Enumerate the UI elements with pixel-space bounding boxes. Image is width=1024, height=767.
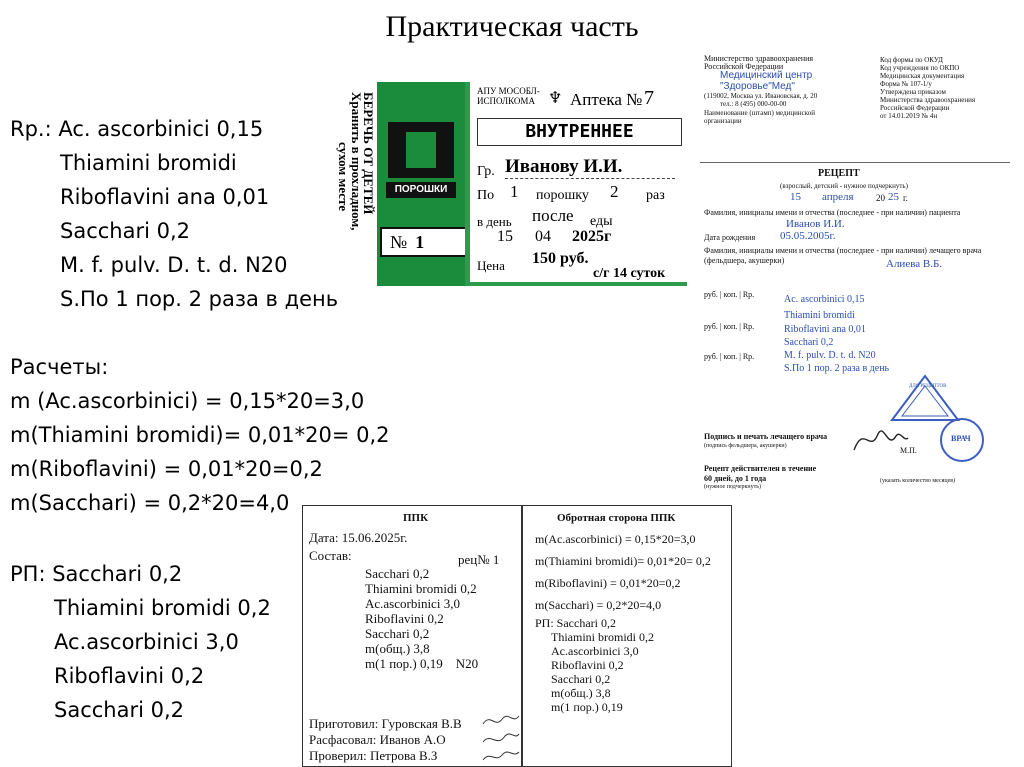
label-when: после <box>532 206 574 225</box>
ppk-back-rp: Thiamini bromidi 0,2 <box>551 630 654 644</box>
label-po-value: 1 <box>510 182 519 201</box>
ppk-front-item: m(общ.) 3,8 <box>365 641 430 656</box>
form-org-addr: (119002, Москва ул. Ивановская, д. 20 <box>704 92 818 100</box>
label-portion: порошку <box>536 188 589 203</box>
ppk-back-rp: Ac.ascorbinici 3,0 <box>551 644 639 658</box>
label-side-line: Хранить в прохладном, <box>349 92 364 231</box>
form-org-label: Наименование (штамп) медицинской организации <box>704 109 815 125</box>
label-times: раз <box>646 188 665 203</box>
form-date-year-prefix: 20 <box>876 193 885 203</box>
rx-line: Thiamini bromidi <box>60 151 237 175</box>
ppk-front-sheet <box>302 505 522 767</box>
label-num-value: 1 <box>415 232 425 252</box>
form-patient-label: Фамилия, инициалы имени и отчества (последнее - при наличии) пациента <box>704 208 961 217</box>
form-date-year: 25 <box>888 191 899 203</box>
form-doctor: Алиева В.Б. <box>886 258 943 270</box>
form-divider <box>700 162 1010 163</box>
form-date-suffix: г. <box>903 193 908 203</box>
label-org: АПУ МОСОБЛ- ИСПОЛКОМА <box>477 86 540 106</box>
slide-title: Практическая часть <box>385 10 639 43</box>
ppk-front-check: Проверил: Петрова В.З <box>309 748 438 763</box>
form-rx-line: Sacchari 0,2 <box>784 337 834 348</box>
form-okud: Российской Федерации <box>880 104 950 112</box>
label-patient: Иванову И.И. <box>505 156 675 179</box>
form-valid-4: (указать количество месяцев) <box>880 478 956 484</box>
round-stamp-text: ВРАЧ <box>951 434 971 443</box>
powder-pictogram-icon <box>388 122 454 178</box>
ppk-front-prep: Приготовил: Гуровская В.В <box>309 716 462 731</box>
label-side-line: БЕРЕЧЬ ОТ ДЕТЕЙ <box>361 92 376 215</box>
label-price-label: Цена <box>477 258 505 273</box>
form-mp: М.П. <box>900 446 917 455</box>
rx-line: Riboflavini ana 0,01 <box>60 185 270 209</box>
rp-block <box>10 557 271 727</box>
rx-line: Rp.: Ac. ascorbinici 0,15 <box>10 117 264 141</box>
pharmacy-label <box>336 82 690 286</box>
ppk-front-title: ППК <box>403 512 429 524</box>
form-clinic-name: "Здоровье"Мед" <box>720 81 795 92</box>
form-rx-line: S.По 1 пор. 2 раза в день <box>784 363 890 374</box>
rp-line: Ac.ascorbinici 3,0 <box>54 630 239 654</box>
form-patient: Иванов И.И. <box>786 218 845 230</box>
form-rx-line: Riboflavini ana 0,01 <box>784 324 866 335</box>
form-okud: Код учреждения по ОКПО <box>880 64 960 72</box>
label-shelf: с/г 14 суток <box>593 266 666 281</box>
ppk-back-rp: Sacchari 0,2 <box>551 672 611 686</box>
label-number-box <box>380 227 468 257</box>
calc-line: m (Ac.ascorbinici) = 0,15*20=3,0 <box>10 389 365 413</box>
prescription-form <box>690 52 1020 497</box>
form-rub: руб. | коп. | Rp. <box>704 322 755 331</box>
calc-line: m(Sacchari) = 0,2*20=4,0 <box>10 491 290 515</box>
form-rub: руб. | коп. | Rp. <box>704 352 755 361</box>
label-date-d: 15 <box>497 228 513 245</box>
form-rx-line: Ac. ascorbinici 0,15 <box>784 294 865 305</box>
label-day: в день <box>477 214 512 229</box>
ppk-front-rec: рец№ 1 <box>458 552 500 567</box>
form-okud: Министерства здравоохранения <box>880 96 976 104</box>
rx-line: S.По 1 пор. 2 раза в день <box>60 287 339 311</box>
ppk-back-rp: m(общ.) 3,8 <box>551 686 611 700</box>
label-num-prefix: № <box>390 232 408 252</box>
form-valid-1: Рецепт действителен в течение <box>704 464 817 473</box>
ppk-back-title: Обротная сторона ППК <box>557 512 676 524</box>
form-rx-line: M. f. pulv. D. t. d. N20 <box>784 350 876 361</box>
rp-line: Thiamini bromidi 0,2 <box>54 596 271 620</box>
triangle-stamp-text: ДЛЯ РЕЦЕПТОВ <box>909 384 947 389</box>
ppk-front-item: Sacchari 0,2 <box>365 626 430 641</box>
ppk-front-sostav: Состав: <box>309 548 352 563</box>
label-pict-word: ПОРОШКИ <box>386 182 456 198</box>
ppk-back-calc: m(Ac.ascorbinici) = 0,15*20=3,0 <box>535 532 696 546</box>
label-header: ВНУТРЕННЕЕ <box>477 118 682 146</box>
label-times-value: 2 <box>610 182 619 201</box>
ppk-back-rp: m(1 пор.) 0,19 <box>551 700 623 714</box>
form-date-day: 15 <box>790 191 801 203</box>
rp-line: Sacchari 0,2 <box>54 698 185 722</box>
rx-line: Sacchari 0,2 <box>60 219 191 243</box>
ppk-front-item: Sacchari 0,2 <box>365 566 430 581</box>
form-sign-sub: (подпись фельдшера, акушерки) <box>704 443 787 449</box>
ppk-back-rp: Riboflavini 0,2 <box>551 658 624 672</box>
label-side-text <box>336 92 376 282</box>
calc-line: m(Thiamini bromidi)= 0,01*20= 0,2 <box>10 423 390 447</box>
form-valid-3: (нужное подчеркнуть) <box>704 484 761 490</box>
form-dob-label: Дата рождения <box>704 233 756 242</box>
form-rx-line: Thiamini bromidi <box>784 310 855 321</box>
calc-heading: Расчеты: <box>10 355 109 379</box>
label-side-line: сухом месте <box>336 142 351 212</box>
form-okud: Код формы по ОКУД <box>880 56 943 64</box>
ppk-back-sheet <box>522 505 732 767</box>
calc-line: m(Riboflavini) = 0,01*20=0,2 <box>10 457 323 481</box>
form-valid-2: 60 дней, до 1 года <box>704 474 767 483</box>
label-date-m: 04 <box>535 228 551 245</box>
ppk-back-calc: m(Sacchari) = 0,2*20=4,0 <box>535 598 662 612</box>
ppk-front-item: m(1 пор.) 0,19 N20 <box>365 656 479 671</box>
rx-line: M. f. pulv. D. t. d. N20 <box>60 253 288 277</box>
form-recipe-sub: (взрослый, детский - нужное подчеркнуть) <box>780 182 908 190</box>
label-price: 150 руб. <box>532 250 589 267</box>
ppk-front-pack: Расфасовал: Иванов А.О <box>309 732 446 747</box>
label-gr: Гр. <box>477 164 495 179</box>
rp-line: РП: Sacchari 0,2 <box>10 562 183 586</box>
form-clinic: Медицинский центр <box>720 70 813 81</box>
signatures-icon <box>481 710 521 766</box>
triangle-stamp-icon <box>890 374 960 422</box>
ppk-front-item: Riboflavini 0,2 <box>365 611 444 626</box>
ppk-back-rp-head: РП: Sacchari 0,2 <box>535 616 616 630</box>
form-rub: руб. | коп. | Rp. <box>704 290 755 299</box>
form-org-1: Министерство здравоохранения <box>704 54 814 63</box>
form-org-tel: тел.: 8 (495) 000-00-00 <box>720 100 787 108</box>
form-okud: Форма № 107-1/у <box>880 80 932 88</box>
ppk-back-calc: m(Thiamini bromidi)= 0,01*20= 0,2 <box>535 554 711 568</box>
form-date-month: апреля <box>822 191 854 203</box>
calculations-block <box>10 350 390 520</box>
form-recipe-title: РЕЦЕПТ <box>818 168 860 179</box>
form-org-2: Российской Федерации <box>704 62 784 71</box>
form-doctor-label: Фамилия, инициалы имени и отчества (последнее - при наличии) лечащего врача (фельдшера, акушерки) <box>704 246 982 265</box>
label-date-y: 2025г <box>572 228 612 245</box>
form-okud: Утверждена приказом <box>880 88 946 96</box>
ppk-front-item: Ac.ascorbinici 3,0 <box>365 596 460 611</box>
label-eat: еды <box>590 214 613 229</box>
form-okud: Медицинская документация <box>880 72 965 80</box>
label-pharmacy: Аптека № <box>570 90 643 109</box>
ppk-front-item: Thiamini bromidi 0,2 <box>365 581 477 596</box>
rp-line: Riboflavini 0,2 <box>54 664 205 688</box>
ppk-back-calc: m(Riboflavini) = 0,01*20=0,2 <box>535 576 681 590</box>
form-okud: от 14.01.2019 № 4н <box>880 112 938 120</box>
rx-text-block <box>10 112 338 316</box>
form-dob: 05.05.2005г. <box>780 230 836 242</box>
ppk-front-date: Дата: 15.06.2025г. <box>309 530 408 545</box>
mortar-icon: ♆ <box>548 90 563 107</box>
label-pharmacy-no: 7 <box>644 87 654 109</box>
form-sign-label: Подпись и печать лечащего врача <box>704 432 828 441</box>
label-po: По <box>477 188 495 203</box>
